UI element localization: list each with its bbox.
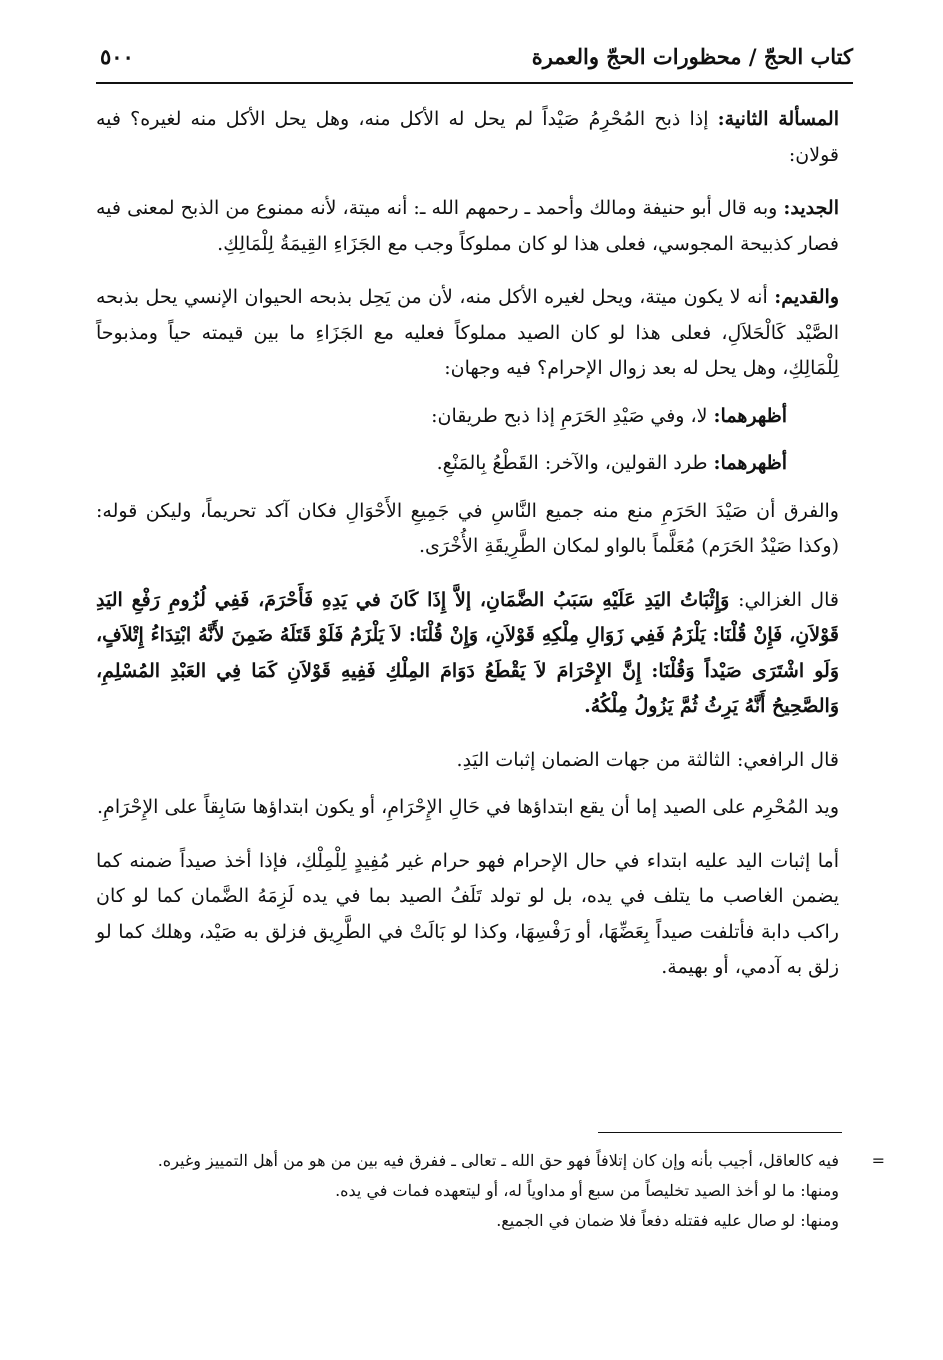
paragraph-hand-of-muhrim xyxy=(96,790,839,826)
paragraph-ghazali-quote xyxy=(96,583,839,725)
footnote-line: فيه كالعاقل، أجيب بأنه وإن كان إتلافاً فهو حق الله ـ تعالى ـ ففرق فيه بين من هو من أهل التمييز وغيره. xyxy=(157,1151,839,1170)
paragraph-body: إذا ذبح المُحْرِمُ صَيْداً لم يحل له الأكل منه، وهل يحل الأكل منه لغيره؟ فيه قولان: xyxy=(96,108,839,166)
header-rule xyxy=(96,82,853,84)
paragraph-lead: والقديم: xyxy=(774,286,839,308)
footnotes xyxy=(96,1146,885,1236)
paragraph-lead: أظهرهما: xyxy=(713,404,787,427)
footnote-rule xyxy=(598,1132,842,1133)
paragraph-lead: قال الغزالي: xyxy=(738,588,839,611)
paragraph-body: الثالثة من جهات الضمان إثبات اليَدِ. xyxy=(456,748,737,771)
footnote-line: ومنها: ما لو أخذ الصيد تخليصاً من سبع أو مداوياً له، أو ليتعهده فمات في يده. xyxy=(335,1181,839,1200)
paragraph-establishing-hand xyxy=(96,844,839,986)
paragraph-lead: قال الرافعي: xyxy=(736,748,839,771)
paragraph-body: وبه قال أبو حنيفة ومالك وأحمد ـ رحمهم الله ـ: أنه ميتة، لأنه ممنوع من الذبح لمعنى فيه فصار كذبيحة المجوسي، فعلى هذا لو كان مملوكاً وجب مع الجَزَاءِ القِيمَةُ لِلْمَالِكِ. xyxy=(96,197,839,255)
footnote-continuation-marker: = xyxy=(871,1151,885,1170)
page-number: ٥٠٠ xyxy=(100,44,134,69)
paragraph-new-opinion xyxy=(96,191,839,262)
paragraph-body: والفرق أن صَيْدَ الحَرَمِ منع منه جميع النَّاسِ في جَمِيعِ الأَحْوَالِ فكان آكد تحريماً، وليكن قوله: (وكذا صَيْدُ الحَرَم) مُعَلَّماً بالواو لمكان الطَّرِيقَةِ الأُخْرَى. xyxy=(96,499,839,557)
paragraph-old-opinion xyxy=(96,280,839,387)
chapter-title: كتاب الحجّ / محظورات الحجّ والعمرة xyxy=(531,44,853,69)
paragraph-body: ويد المُحْرِم على الصيد إما أن يقع ابتداؤها في حَالِ الإِحْرَامِ، أو يكون ابتداؤها سَابِقاً على الإِحْرَامِ. xyxy=(97,796,839,818)
paragraph-rafii xyxy=(96,743,839,779)
paragraph-body: أما إثبات اليد عليه ابتداء في حال الإحرام فهو حرام غير مُفِيدٍ لِلْمِلْكِ، فإذا أخذ صيداً ضمنه كما يضمن الغاصب ما يتلف في يده، بل لو تولد تَلَفُ الصيد بما في يده لَزِمَهُ الضَّمان كما لو كان راكب دابة فأتلفت صيداً بِعَضِّهَا، أو رَفْسِهَا، وكذا لو بَالَتْ في الطَّرِيق فزلق به صَيْد، وهلك كما لو زلق به آدمي، أو بهيمة. xyxy=(96,849,839,978)
footnote-line: ومنها: لو صال عليه فقتله دفعاً فلا ضمان في الجميع. xyxy=(496,1211,839,1230)
paragraph-lead: الجديد: xyxy=(783,197,839,219)
paragraph-body: وَإِثْبَاتُ اليَدِ عَلَيْهِ سَبَبُ الضَّمَانِ، إلاَّ إِذَا كَانَ في يَدِهِ فَأَحْرَمَ، فَفِي لُزُومِ رَفْعِ اليَدِ قَوْلاَنِ، فَإِنْ قُلْنَا: يَلْزَمُ فَفِي زَوَالِ مِلْكِهِ قَوْلاَنِ، وَإِنْ قُلْنَا: لاَ يَلْزَمُ فَلَوْ قَتَلَهُ ضَمِنَ لأَنَّهُ ابْتِدَاءُ إِتْلاَفٍ، وَلَو اشْتَرَى صَيْداً وَقُلْنَا: إِنَّ الإِحْرَامَ لاَ يَقْطَعُ دَوَامَ المِلْكِ فَفِيهِ قَوْلاَنِ كَمَا فِي العَبْدِ المُسْلِمِ، وَالصَّحِيحُ أَنَّهُ يَرِثُ ثُمَّ يَزُولُ مِلْكُهُ. xyxy=(96,588,839,717)
main-text xyxy=(96,102,839,1004)
paragraph-difference xyxy=(96,494,839,565)
paragraph-lead: أظهرهما: xyxy=(713,452,787,474)
paragraph-lead: المسألة الثانية: xyxy=(717,108,839,130)
paragraph-second-issue xyxy=(96,102,839,173)
paragraph-most-apparent-1 xyxy=(96,399,839,435)
paragraph-most-apparent-2 xyxy=(96,446,839,482)
paragraph-body: لا، وفي صَيْدِ الحَرَمِ إذا ذبح طريقان: xyxy=(431,404,714,427)
paragraph-body: أنه لا يكون ميتة، ويحل لغيره الأكل منه، لأن من يَحِل بذبحه الحيوان الإنسي يحل بذبحه الصَّيْد كَالْحَلاَلِ، فعلى هذا لو كان الصيد مملوكاً فعليه مع الجَزَاءِ ما بين قيمته حياً ومذبوحاً لِلْمَالِكِ، وهل يحل له بعد زوال الإحرام؟ فيه وجهان: xyxy=(96,286,839,379)
running-header xyxy=(96,38,853,78)
paragraph-body: طرد القولين، والآخر: القَطْعُ بِالمَنْعِ. xyxy=(436,452,714,474)
